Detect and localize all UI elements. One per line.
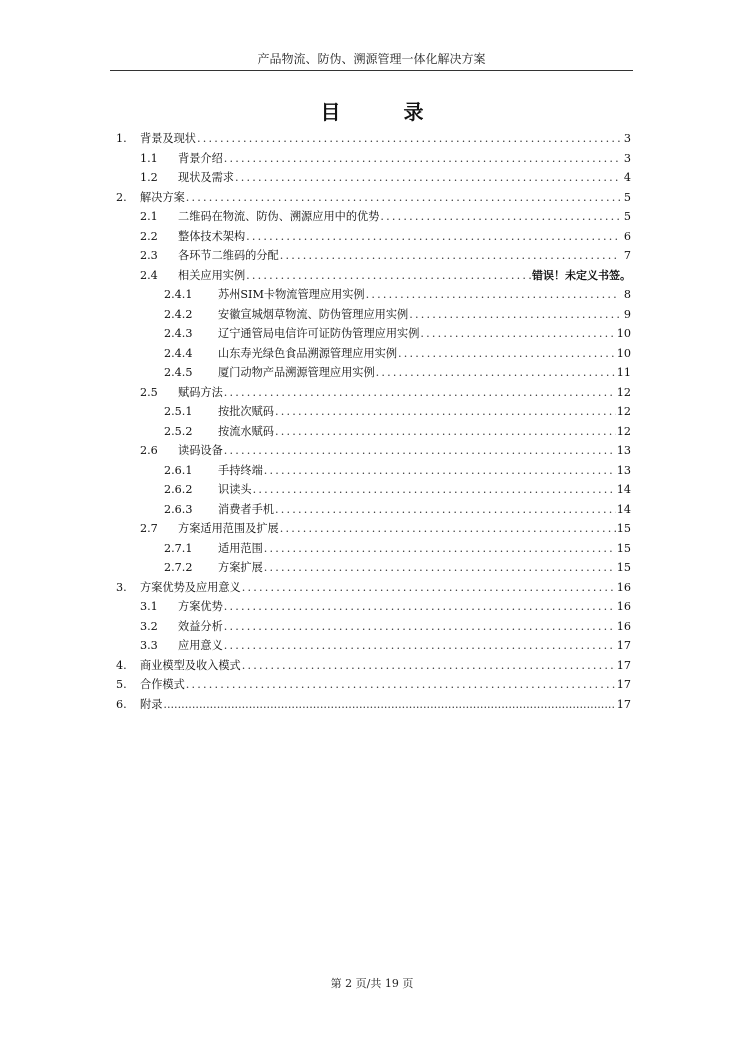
toc-entry-page: 12 [616,385,631,399]
toc-entry-line [140,695,631,715]
toc-entry-page: 17 [616,697,631,711]
toc-entry[interactable] [0,305,744,325]
toc-entry[interactable] [0,441,744,461]
toc-entry-number: 1. [116,132,127,145]
toc-entry-label: 适用范围 [218,541,263,555]
toc-entry-label: 解决方案 [140,190,185,204]
toc-dot-leader [264,461,616,481]
toc-dot-leader [409,305,620,325]
toc-entry-number: 3.2 [140,619,158,633]
toc-entry[interactable] [0,480,744,500]
toc-entry-line [178,149,631,169]
toc-dot-leader [186,188,620,208]
toc-entry-label: 应用意义 [178,639,223,652]
toc-dot-leader [224,597,616,617]
toc-dot-leader [264,539,616,559]
toc-entry-number: 2.6 [140,444,158,457]
toc-entry[interactable] [0,578,744,598]
toc-dot-leader [246,227,620,247]
toc-dot-leader [224,441,616,461]
toc-entry-label: 各环节二维码的分配 [178,249,279,262]
toc-entry-number: 2.4.3 [164,327,193,340]
toc-entry-page: 9 [623,307,631,321]
toc-dot-leader [264,558,616,578]
toc-entry-label: 消费者手机 [218,502,274,516]
toc-entry-number: 3.3 [140,639,158,652]
toc-entry-number: 2.5.1 [164,405,193,418]
toc-entry[interactable] [0,461,744,481]
toc-entry[interactable] [0,597,744,617]
toc-entry-number: 3. [116,580,127,594]
toc-entry-line [140,578,631,598]
toc-dot-leader [380,207,620,227]
toc-entry-page: 15 [616,561,631,574]
header-text: 产品物流、防伪、溯源管理一体化解决方案 [257,52,486,66]
toc-entry-number: 2.1 [140,210,158,223]
toc-entry-page: 10 [616,346,631,360]
toc-entry-number: 5. [116,678,127,691]
toc-entry-label: 商业模型及收入模式 [140,658,241,672]
toc-entry-page: 14 [616,502,631,516]
toc-entry-line [178,383,631,403]
toc-entry[interactable] [0,149,744,169]
toc-entry-label: 方案适用范围及扩展 [178,522,279,535]
toc-entry-label: 相关应用实例 [178,268,246,282]
toc-entry-number: 2.2 [140,229,158,243]
page-footer [0,975,744,991]
toc-entry-label: 效益分析 [178,619,223,633]
toc-entry-page: 3 [623,151,631,165]
toc-entry-page: 6 [623,229,631,243]
toc-entry[interactable] [0,344,744,364]
toc-entry[interactable] [0,188,744,208]
toc-entry-line [218,461,631,481]
toc-dot-leader [246,266,531,286]
toc-entry-line [178,441,631,461]
toc-entry-label: 背景及现状 [140,132,196,145]
toc-title: 目 录 [320,100,452,124]
toc-entry-line [218,539,631,559]
toc-bookmark-error: 错误！未定义书签。 [532,268,631,282]
toc-entry-label: 整体技术架构 [178,229,246,243]
toc-entry-page: 16 [616,619,631,633]
toc-entry-line [178,519,631,539]
toc-dot-leader [275,500,616,520]
toc-dot-leader [186,675,616,695]
toc-entry-page: 16 [616,600,631,613]
toc-entry-label: 背景介绍 [178,151,223,165]
toc-entry-page: 15 [616,522,631,535]
toc-entry-label: 识读头 [218,483,252,496]
toc-entry-label: 按批次赋码 [218,405,274,418]
toc-entry-number: 2.7 [140,522,158,535]
toc-entry[interactable] [0,266,744,286]
toc-entry-page: 11 [616,366,631,379]
toc-entry-number: 3.1 [140,600,158,613]
toc-entry-line [218,324,631,344]
toc-entry-page: 5 [623,210,631,223]
toc-entry[interactable] [0,422,744,442]
toc-dot-leader [398,344,616,364]
toc-entry-number: 2.5 [140,385,158,399]
toc-entry-line [178,266,631,286]
toc-entry-line [218,285,631,305]
page-header [110,50,633,71]
toc-entry[interactable] [0,695,744,715]
toc-dot-leader [275,422,616,442]
toc-entry-line [218,363,631,383]
toc-dot-leader [280,519,616,539]
toc-entry-number: 1.2 [140,171,158,184]
toc-entry-page: 13 [616,463,631,477]
toc-entry-page: 17 [616,639,631,652]
toc-dot-leader [224,636,616,656]
toc-entry-number: 2.7.2 [164,561,193,574]
toc-entry-page: 13 [616,444,631,457]
toc-entry-number: 2.5.2 [164,424,193,438]
toc-dot-leader [242,578,616,598]
toc-entry-label: 按流水赋码 [218,424,274,438]
toc-entry-line [218,500,631,520]
toc-entry[interactable] [0,539,744,559]
toc-entry-number: 2.3 [140,249,158,262]
toc-entry-number: 1.1 [140,151,158,165]
toc-entry-page: 8 [623,288,631,301]
toc-entry-line [218,402,631,422]
toc-entry[interactable] [0,656,744,676]
toc-entry-number: 6. [116,697,127,711]
toc-entry[interactable] [0,500,744,520]
toc-entry-label: 合作模式 [140,678,185,691]
toc-entry-line [178,207,631,227]
toc-dot-leader [242,656,616,676]
toc-entry-number: 2.4.1 [164,288,193,301]
toc-entry-label: 辽宁通管局电信许可证防伪管理应用实例 [218,327,420,340]
toc-entry-page: 10 [616,327,631,340]
toc-entry-number: 2.4.2 [164,307,193,321]
toc-entry[interactable] [0,617,744,637]
toc-entry[interactable] [0,227,744,247]
toc-entry-line [140,656,631,676]
toc-entry-line [218,558,631,578]
toc-entry[interactable] [0,129,744,149]
toc-entry-line [218,344,631,364]
toc-entry[interactable] [0,675,744,695]
toc-entry-line [178,617,631,637]
toc-entry-number: 2.6.2 [164,483,193,496]
toc-entry-number: 2.6.1 [164,463,193,477]
toc-entry[interactable] [0,285,744,305]
toc-entry-line [218,480,631,500]
toc-entry-label: 方案扩展 [218,561,263,574]
toc-entry[interactable] [0,519,744,539]
toc-entry-page: 4 [623,171,631,184]
toc-dot-leader [163,695,615,715]
toc-dot-leader [420,324,615,344]
toc-entry-page: 17 [616,678,631,691]
toc-entry[interactable] [0,402,744,422]
toc-entry-line [140,675,631,695]
toc-entry-number: 4. [116,658,127,672]
toc-entry-label: 厦门动物产品溯源管理应用实例 [218,366,375,379]
toc-entry-number: 2.4.5 [164,366,193,379]
toc-dot-leader [197,129,620,149]
toc-entry-line [178,636,631,656]
toc-entry-label: 山东寿光绿色食品溯源管理应用实例 [218,346,398,360]
toc-entry[interactable] [0,168,744,188]
toc-entry-page: 12 [616,405,631,418]
toc-entry-label: 二维码在物流、防伪、溯源应用中的优势 [178,210,380,223]
toc-entry[interactable] [0,207,744,227]
toc-entry-number: 2.4 [140,268,158,282]
toc-entry-page: 7 [623,249,631,262]
toc-entry[interactable] [0,324,744,344]
toc-entry-number: 2.4.4 [164,346,193,360]
toc-entry-label: 附录 [140,697,163,711]
toc-dot-leader [224,617,616,637]
toc-dot-leader [366,285,620,305]
toc-entry-label: 苏州SIM卡物流管理应用实例 [218,288,365,301]
toc-entry-number: 2.6.3 [164,502,193,516]
toc-entry-label: 安徽宣城烟草物流、防伪管理应用实例 [218,307,409,321]
toc-entry-page: 3 [623,132,631,145]
page-number-text: 第 2 页/共 19 页 [330,977,414,990]
toc-entry-line [218,305,631,325]
toc-entry-label: 方案优势及应用意义 [140,580,241,594]
toc-entry-number: 2. [116,190,127,204]
toc-entry-label: 手持终端 [218,463,263,477]
toc-entry-page: 15 [616,541,631,555]
toc-dot-leader [376,363,616,383]
toc-entry-label: 读码设备 [178,444,223,457]
toc-dot-leader [224,149,620,169]
toc-entry-page: 12 [616,424,631,438]
toc-entry-line [178,597,631,617]
toc-entry-label: 现状及需求 [178,171,234,184]
toc-entry-page: 5 [623,190,631,204]
toc-entry-line [218,422,631,442]
toc-entry-line [178,227,631,247]
toc-entry-line [140,129,631,149]
toc-dot-leader [275,402,616,422]
toc-entry[interactable] [0,246,744,266]
toc-dot-leader [280,246,620,266]
toc-entry-number: 2.7.1 [164,541,193,555]
toc-entry-line [140,188,631,208]
toc-entry-label: 方案优势 [178,600,223,613]
toc-entry[interactable] [0,558,744,578]
toc-entry-page: 16 [616,580,631,594]
toc-entry-line [178,168,631,188]
toc-dot-leader [235,168,620,188]
toc-entry-page: 14 [616,483,631,496]
toc-entry[interactable] [0,636,744,656]
toc-dot-leader [253,480,616,500]
toc-entry-label: 赋码方法 [178,385,223,399]
toc-entry[interactable] [0,363,744,383]
toc-dot-leader [224,383,616,403]
toc-entry-line [178,246,631,266]
toc-entry[interactable] [0,383,744,403]
table-of-contents [0,129,744,714]
toc-entry-page: 17 [616,658,631,672]
